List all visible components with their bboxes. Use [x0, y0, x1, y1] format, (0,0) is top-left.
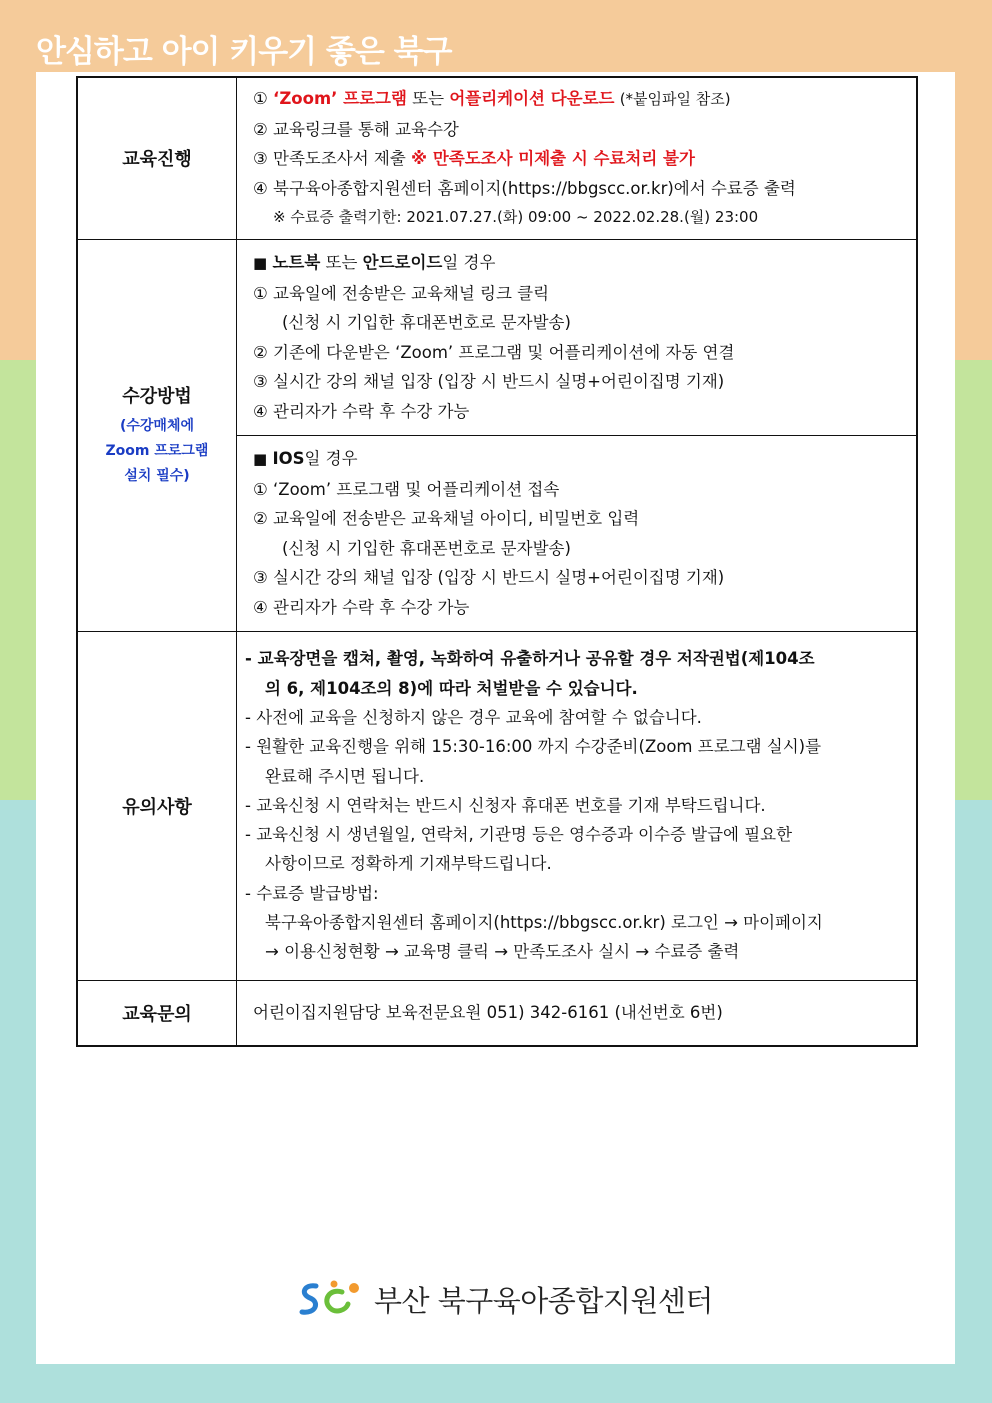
- info-table: [76, 76, 918, 1047]
- method-a-step-2: ② 기존에 다운받은 ‘Zoom’ 프로그램 및 어플리케이션에 자동 연결: [253, 342, 735, 362]
- method-a-step-3: ③ 실시간 강의 채널 입장 (입장 시 반드시 실명+어린이집명 기재): [253, 372, 725, 391]
- document-sheet: [36, 72, 955, 1364]
- content-method-ios: [237, 435, 918, 631]
- note-prepare-1: - 원활한 교육진행을 위해 15:30-16:00 까지 수강준비(Zoom 프로그램 실시)를: [245, 737, 822, 757]
- method-b-step-4: ④ 관리자가 수락 후 수강 가능: [253, 597, 470, 617]
- progress-deadline: ※ 수료증 출력기한: 2021.07.27.(화) 09:00 ~ 2022.02.28.(월) 23:00: [273, 208, 759, 226]
- note-copyright-2: 의 6, 제104조의 8)에 따라 처벌받을 수 있습니다.: [265, 678, 638, 698]
- content-notes: [237, 631, 918, 980]
- header-title: 안심하고 아이 키우기 좋은 북구: [36, 34, 452, 70]
- note-info-2: 사항이므로 정확하게 기재부탁드립니다.: [265, 854, 552, 874]
- row-method-a: [77, 239, 917, 435]
- method-b-step-2-note: (신청 시 기입한 휴대폰번호로 문자발송): [282, 538, 571, 558]
- method-a-step-1: ① 교육일에 전송받은 교육채널 링크 클릭: [253, 283, 550, 303]
- method-b-step-3: ③ 실시간 강의 채널 입장 (입장 시 반드시 실명+어린이집명 기재): [253, 568, 725, 587]
- progress-line-2: ② 교육링크를 통해 교육수강: [253, 119, 459, 139]
- progress-line-4: ④ 북구육아종합지원센터 홈페이지(https://bbgscc.or.kr)에서 수료증 출력: [253, 178, 796, 198]
- method-a-heading: ■ 노트북 또는 안드로이드일 경우: [253, 253, 496, 272]
- note-copyright-1: - 교육장면을 캡쳐, 촬영, 녹화하여 유출하거나 공유할 경우 저작권법(제104조: [245, 649, 815, 669]
- note-certificate-2: 북구육아종합지원센터 홈페이지(https://bbgscc.or.kr) 로그인 → 마이페이지: [265, 913, 823, 933]
- method-sublabel: (수강매체에 Zoom 프로그램 설치 필수): [105, 417, 209, 484]
- label-progress: 교육진행: [77, 77, 237, 239]
- note-contact: - 교육신청 시 연락처는 반드시 신청자 휴대폰 번호를 기재 부탁드립니다.: [245, 795, 766, 815]
- progress-line-1: ① ‘Zoom’ 프로그램 또는 어플리케이션 다운로드 (*붙임파일 참조): [253, 89, 731, 108]
- label-notes: 유의사항: [77, 631, 237, 980]
- content-progress: [237, 77, 918, 239]
- method-b-step-2: ② 교육일에 전송받은 교육채널 아이디, 비밀번호 입력: [253, 509, 640, 528]
- center-logo-icon: [298, 1278, 368, 1320]
- row-progress: [77, 77, 917, 239]
- content-method-notebook: [237, 239, 918, 435]
- method-b-step-1: ① ‘Zoom’ 프로그램 및 어플리케이션 접속: [253, 479, 560, 499]
- note-certificate-3: → 이용신청현황 → 교육명 클릭 → 만족도조사 실시 → 수료증 출력: [265, 942, 740, 962]
- center-logo-text: 부산 북구육아종합지원센터: [374, 1283, 713, 1318]
- note-prepare-2: 완료해 주시면 됩니다.: [265, 766, 425, 786]
- row-contact: [77, 980, 917, 1046]
- label-contact: 교육문의: [77, 980, 237, 1046]
- content-contact: [237, 980, 918, 1046]
- note-registration: - 사전에 교육을 신청하지 않은 경우 교육에 참여할 수 없습니다.: [245, 707, 702, 727]
- note-info-1: - 교육신청 시 생년월일, 연락처, 기관명 등은 영수증과 이수증 발급에 필요한: [245, 825, 793, 845]
- method-b-heading: ■ IOS일 경우: [253, 449, 358, 468]
- note-certificate-1: - 수료증 발급방법:: [245, 883, 379, 903]
- method-a-step-1-note: (신청 시 기입한 휴대폰번호로 문자발송): [282, 313, 571, 332]
- progress-line-3: ③ 만족도조사서 제출 ※ 만족도조사 미제출 시 수료처리 불가: [253, 149, 695, 168]
- row-notes: [77, 631, 917, 980]
- method-a-step-4: ④ 관리자가 수락 후 수강 가능: [253, 401, 470, 421]
- contact-text: 어린이집지원담당 보육전문요원 051) 342-6161 (내선번호 6번): [253, 1003, 723, 1022]
- center-logo: [298, 1277, 713, 1321]
- label-method: 수강방법 (수강매체에 Zoom 프로그램 설치 필수): [77, 239, 237, 631]
